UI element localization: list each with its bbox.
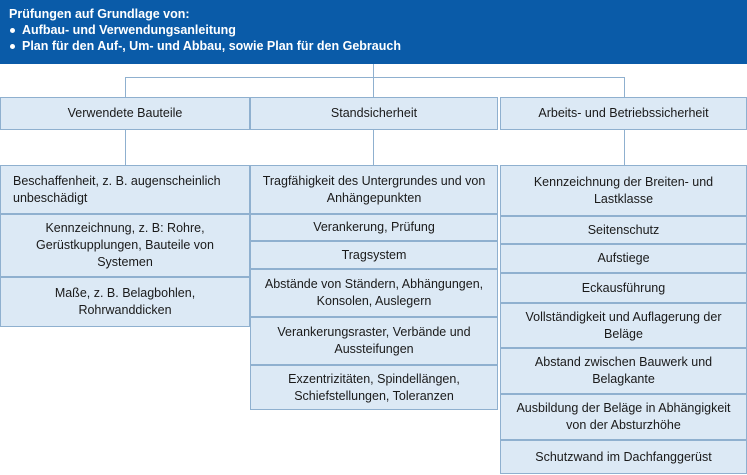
item-box: Maße, z. B. Belagbohlen, Rohrwanddicken	[0, 277, 250, 327]
item-box: Eckausführung	[500, 273, 747, 303]
item-box: Exzentrizitäten, Spindellängen, Schiefstellungen, Toleranzen	[250, 365, 498, 410]
category-box-verwendete-bauteile: Verwendete Bauteile	[0, 97, 250, 130]
header-bullet-list	[9, 22, 747, 54]
item-box: Tragfähigkeit des Untergrundes und von Anhängepunkten	[250, 165, 498, 214]
item-box: Abstände von Ständern, Abhängungen, Konsolen, Auslegern	[250, 269, 498, 317]
item-box: Aufstiege	[500, 244, 747, 273]
connector-line	[624, 130, 625, 165]
item-box: Kennzeichnung, z. B: Rohre, Gerüstkupplungen, Bauteile von Systemen	[0, 214, 250, 277]
item-box: Kennzeichnung der Breiten- und Lastklasse	[500, 165, 747, 216]
item-box: Verankerung, Prüfung	[250, 214, 498, 241]
connector-line	[373, 64, 374, 77]
item-box: Seitenschutz	[500, 216, 747, 244]
header-bullet: Aufbau- und Verwendungsanleitung	[9, 22, 747, 38]
item-box: Schutzwand im Dachfanggerüst	[500, 440, 747, 474]
connector-line	[125, 77, 624, 78]
item-box: Tragsystem	[250, 241, 498, 269]
header-title: Prüfungen auf Grundlage von:	[9, 7, 190, 21]
connector-line	[373, 77, 374, 97]
header-bullet: Plan für den Auf-, Um- und Abbau, sowie Plan für den Gebrauch	[9, 38, 747, 54]
item-box: Ausbildung der Beläge in Abhängigkeit von der Absturzhöhe	[500, 394, 747, 440]
category-box-standsicherheit: Standsicherheit	[250, 97, 498, 130]
connector-line	[125, 130, 126, 165]
connector-line	[624, 77, 625, 97]
item-box: Verankerungsraster, Verbände und Aussteifungen	[250, 317, 498, 365]
connector-line	[373, 130, 374, 165]
connector-line	[125, 77, 126, 97]
item-box: Abstand zwischen Bauwerk und Belagkante	[500, 348, 747, 394]
header-banner	[0, 0, 747, 64]
item-box: Beschaffenheit, z. B. augenscheinlich unbeschädigt	[0, 165, 250, 214]
item-box: Vollständigkeit und Auflagerung der Beläge	[500, 303, 747, 348]
category-box-arbeits-und-betriebssicherheit: Arbeits- und Betriebssicherheit	[500, 97, 747, 130]
